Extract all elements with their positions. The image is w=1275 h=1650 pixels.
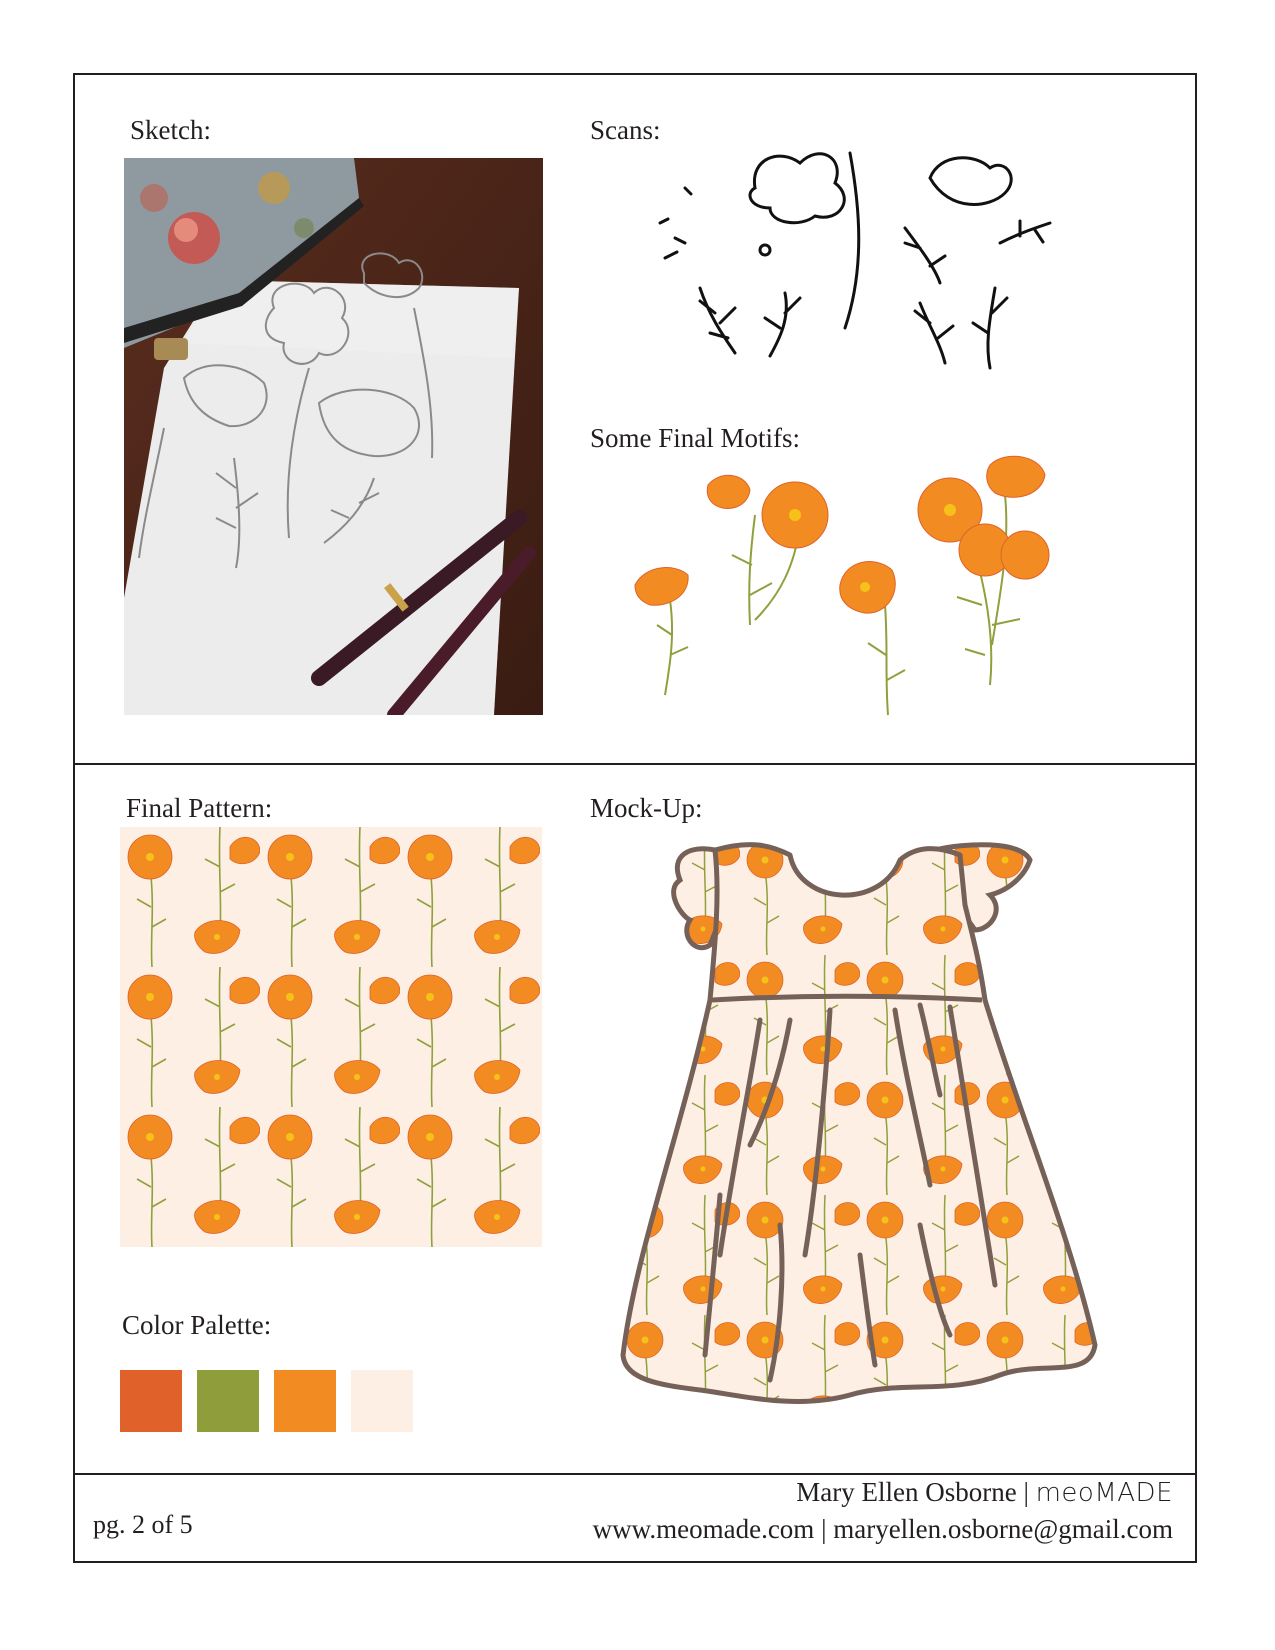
dress-mockup	[620, 835, 1140, 1435]
pattern-label: Final Pattern:	[126, 793, 273, 823]
palette-label: Color Palette:	[122, 1310, 272, 1340]
palette-swatch-red-orange	[120, 1370, 182, 1432]
page-number: pg. 2 of 5	[93, 1510, 193, 1539]
palette-swatch-orange	[274, 1370, 336, 1432]
sketch-label: Sketch:	[130, 115, 211, 145]
palette-swatch-cream	[351, 1370, 413, 1432]
motifs-image	[630, 455, 1100, 720]
website-link[interactable]: www.meomade.com	[592, 1514, 815, 1544]
credit-separator: |	[1023, 1477, 1029, 1507]
motifs-label: Some Final Motifs:	[590, 423, 801, 453]
footer-credit	[796, 1473, 1173, 1512]
brand-name: meoMADE	[1035, 1478, 1173, 1508]
palette-swatch-olive-green	[197, 1370, 259, 1432]
scans-label: Scans:	[590, 115, 661, 145]
footer-contact	[593, 1510, 1173, 1548]
section-divider	[73, 763, 1197, 765]
mockup-label: Mock-Up:	[590, 793, 703, 823]
author-name: Mary Ellen Osborne	[796, 1477, 1017, 1507]
sketch-photo	[124, 158, 543, 715]
email-link[interactable]: maryellen.osborne@gmail.com	[833, 1514, 1173, 1544]
scans-image	[640, 128, 1110, 378]
final-pattern-swatch	[120, 827, 542, 1247]
contact-separator: |	[821, 1514, 827, 1544]
